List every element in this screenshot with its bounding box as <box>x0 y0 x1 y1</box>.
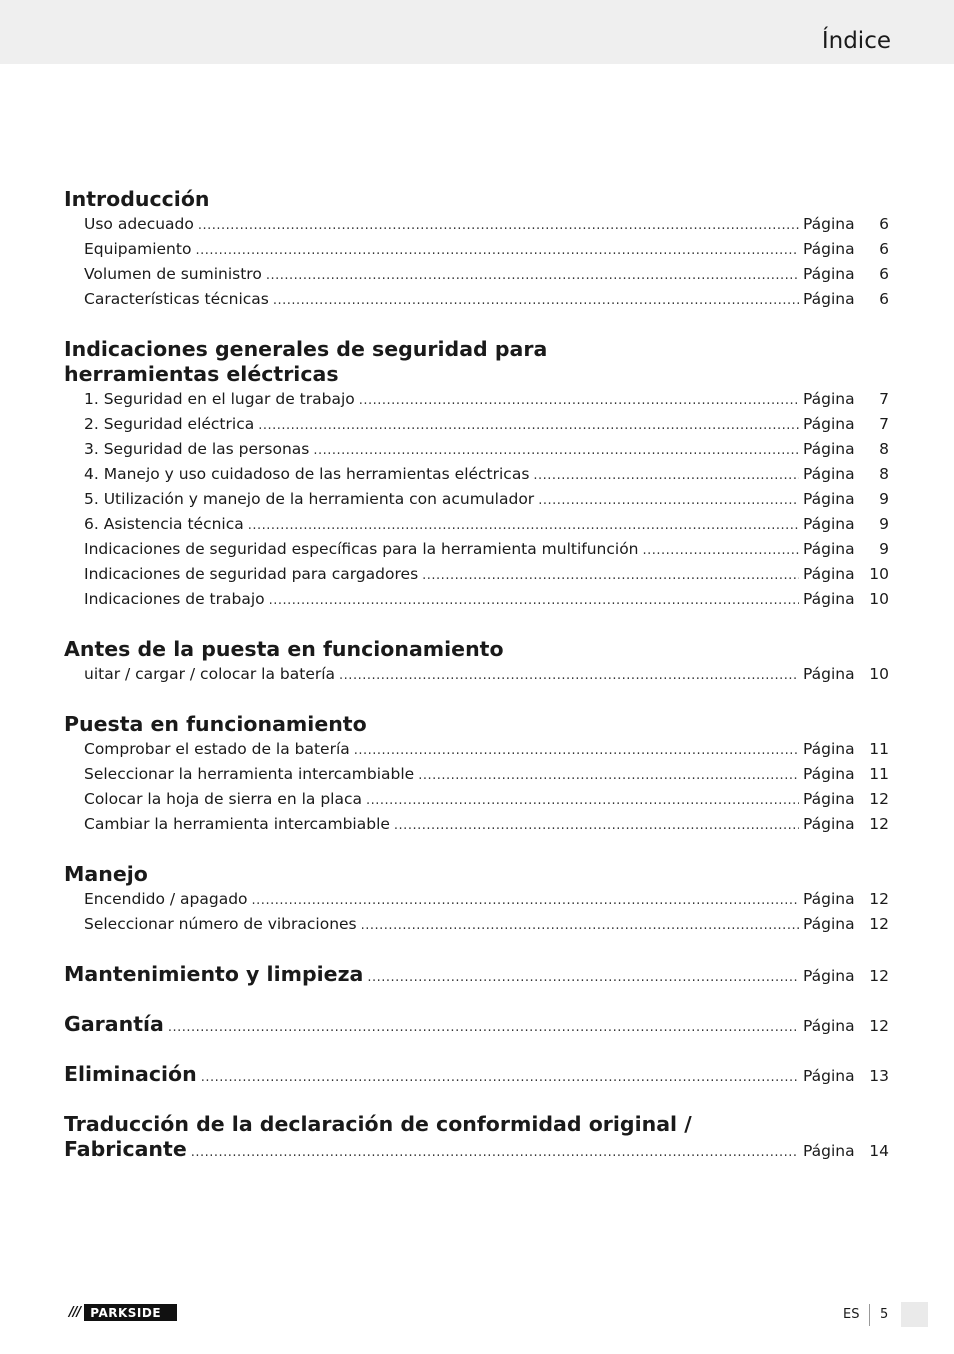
entry-label: Colocar la hoja de sierra en la placa <box>84 790 362 808</box>
toc-entry[interactable] <box>64 262 889 287</box>
toc-section-before-startup <box>64 637 889 687</box>
toc-entry[interactable] <box>64 437 889 462</box>
toc-entry[interactable] <box>64 237 889 262</box>
dot-leader <box>538 488 799 513</box>
page-number: 14 <box>869 1142 889 1160</box>
dot-leader <box>366 788 799 813</box>
page-title: Índice <box>821 28 891 54</box>
toc-entry[interactable] <box>64 287 889 312</box>
dot-leader <box>367 965 799 990</box>
entry-label: Volumen de suministro <box>84 265 262 283</box>
dot-leader <box>361 913 799 938</box>
toc-entry[interactable] <box>64 537 889 562</box>
page-number: 10 <box>869 565 889 583</box>
dot-leader <box>248 513 799 538</box>
page-number: 11 <box>869 765 889 783</box>
toc-entry-disposal[interactable] <box>64 1062 889 1087</box>
page-number: 12 <box>869 1017 889 1035</box>
page-word: Página <box>803 967 855 985</box>
toc-entry[interactable] <box>64 412 889 437</box>
toc-entry[interactable] <box>64 587 889 612</box>
dot-leader <box>422 563 799 588</box>
page-number: 9 <box>879 515 889 533</box>
page-word: Página <box>803 540 855 558</box>
section-heading-line1: Indicaciones generales de seguridad para <box>64 337 548 361</box>
dot-leader <box>394 813 799 838</box>
page-word: Página <box>803 1067 855 1085</box>
toc-section-operation <box>64 862 889 937</box>
page-word: Página <box>803 415 855 433</box>
entry-label: Seleccionar número de vibraciones <box>84 915 357 933</box>
page-number: 6 <box>879 265 889 283</box>
page-number: 7 <box>879 415 889 433</box>
dot-leader <box>198 213 799 238</box>
entry-label: Indicaciones de seguridad para cargadores <box>84 565 419 583</box>
section-heading-line1: Traducción de la declaración de conformidad original / <box>64 1112 692 1136</box>
entry-label: Indicaciones de seguridad específicas para la herramienta multifunción <box>84 540 639 558</box>
page-word: Página <box>803 390 855 408</box>
page-number: 8 <box>879 465 889 483</box>
entry-label: Comprobar el estado de la batería <box>84 740 350 758</box>
dot-leader <box>354 738 799 763</box>
dot-leader <box>195 238 799 263</box>
toc-section-safety <box>64 337 889 612</box>
page-number: 6 <box>879 290 889 308</box>
page-word: Página <box>803 740 855 758</box>
footer-divider <box>869 1304 870 1326</box>
page-word: Página <box>803 515 855 533</box>
page-number-footer: 5 <box>880 1307 889 1322</box>
page-tab-marker <box>901 1302 928 1327</box>
dot-leader <box>643 538 799 563</box>
toc-entry[interactable] <box>64 462 889 487</box>
page-word: Página <box>803 490 855 508</box>
dot-leader <box>168 1015 799 1040</box>
toc-entry[interactable] <box>64 762 889 787</box>
page-number: 12 <box>869 890 889 908</box>
toc-entry[interactable] <box>64 212 889 237</box>
entry-label: Uso adecuado <box>84 215 194 233</box>
brand-name: PARKSIDE <box>90 1305 162 1320</box>
toc-section-declaration[interactable] <box>64 1112 889 1162</box>
page-number: 6 <box>879 215 889 233</box>
section-heading: Manejo <box>64 862 148 886</box>
page-number: 10 <box>869 665 889 683</box>
page-number: 13 <box>869 1067 889 1085</box>
page-number: 12 <box>869 915 889 933</box>
page-word: Página <box>803 790 855 808</box>
toc-entry[interactable] <box>64 812 889 837</box>
page-word: Página <box>803 440 855 458</box>
entry-label: Equipamiento <box>84 240 192 258</box>
page-word: Página <box>803 1017 855 1035</box>
section-heading: Puesta en funcionamiento <box>64 712 367 736</box>
toc-entry[interactable] <box>64 562 889 587</box>
page-word: Página <box>803 915 855 933</box>
entry-label: Seleccionar la herramienta intercambiable <box>84 765 415 783</box>
language-code: ES <box>843 1307 860 1322</box>
section-heading-line2: Fabricante <box>64 1137 187 1161</box>
entry-label: 2. Seguridad eléctrica <box>84 415 255 433</box>
toc-entry[interactable] <box>64 662 889 687</box>
dot-leader <box>418 763 799 788</box>
page-word: Página <box>803 815 855 833</box>
page-number: 12 <box>869 815 889 833</box>
dot-leader <box>266 263 799 288</box>
brand-logo <box>66 1304 177 1321</box>
section-heading: Garantía <box>64 1012 164 1036</box>
page-word: Página <box>803 265 855 283</box>
toc-entry[interactable] <box>64 787 889 812</box>
toc-section-intro <box>64 187 889 312</box>
logo-mark: /// <box>66 1304 84 1321</box>
section-heading-line2: herramientas eléctricas <box>64 362 339 386</box>
toc-entry-maintenance[interactable] <box>64 962 889 987</box>
page-number: 12 <box>869 790 889 808</box>
page-word: Página <box>803 465 855 483</box>
entry-label: 6. Asistencia técnica <box>84 515 244 533</box>
section-heading: Eliminación <box>64 1062 197 1086</box>
page-word: Página <box>803 290 855 308</box>
entry-label: uitar / cargar / colocar la batería <box>84 665 336 683</box>
section-heading: Antes de la puesta en funcionamiento <box>64 637 504 661</box>
page-number: 11 <box>869 740 889 758</box>
dot-leader <box>339 663 799 688</box>
toc-entry[interactable] <box>64 912 889 937</box>
dot-leader <box>313 438 799 463</box>
page-number: 7 <box>879 390 889 408</box>
entry-label: 5. Utilización y manejo de la herramienta con acumulador <box>84 490 535 508</box>
entry-label: 4. Manejo y uso cuidadoso de las herramientas eléctricas <box>84 465 530 483</box>
toc-entry-declaration[interactable] <box>64 1137 889 1162</box>
toc-entry[interactable] <box>64 887 889 912</box>
entry-label: Indicaciones de trabajo <box>84 590 265 608</box>
page-word: Página <box>803 215 855 233</box>
page-word: Página <box>803 565 855 583</box>
page-word: Página <box>803 590 855 608</box>
entry-label: Encendido / apagado <box>84 890 248 908</box>
dot-leader <box>359 388 799 413</box>
table-of-contents <box>64 187 889 1162</box>
dot-leader <box>252 888 799 913</box>
section-heading: Mantenimiento y limpieza <box>64 962 364 986</box>
toc-entry-warranty[interactable] <box>64 1012 889 1037</box>
toc-section-startup <box>64 712 889 837</box>
entry-label: 1. Seguridad en el lugar de trabajo <box>84 390 355 408</box>
page-word: Página <box>803 240 855 258</box>
page-number: 9 <box>879 540 889 558</box>
page-number: 12 <box>869 967 889 985</box>
dot-leader <box>533 463 799 488</box>
dot-leader <box>201 1065 799 1090</box>
section-heading: Introducción <box>64 187 210 211</box>
header-band <box>0 0 954 64</box>
page-word: Página <box>803 665 855 683</box>
toc-entry[interactable] <box>64 387 889 412</box>
page-word: Página <box>803 765 855 783</box>
dot-leader <box>269 588 799 613</box>
dot-leader <box>191 1140 799 1165</box>
page-number: 8 <box>879 440 889 458</box>
page-number: 9 <box>879 490 889 508</box>
entry-label: Cambiar la herramienta intercambiable <box>84 815 390 833</box>
toc-entry[interactable] <box>64 487 889 512</box>
dot-leader <box>273 288 799 313</box>
dot-leader <box>258 413 799 438</box>
toc-entry[interactable] <box>64 737 889 762</box>
page-word: Página <box>803 1142 855 1160</box>
page-word: Página <box>803 890 855 908</box>
page-number: 10 <box>869 590 889 608</box>
toc-entry[interactable] <box>64 512 889 537</box>
entry-label: Características técnicas <box>84 290 269 308</box>
entry-label: 3. Seguridad de las personas <box>84 440 310 458</box>
page-number: 6 <box>879 240 889 258</box>
